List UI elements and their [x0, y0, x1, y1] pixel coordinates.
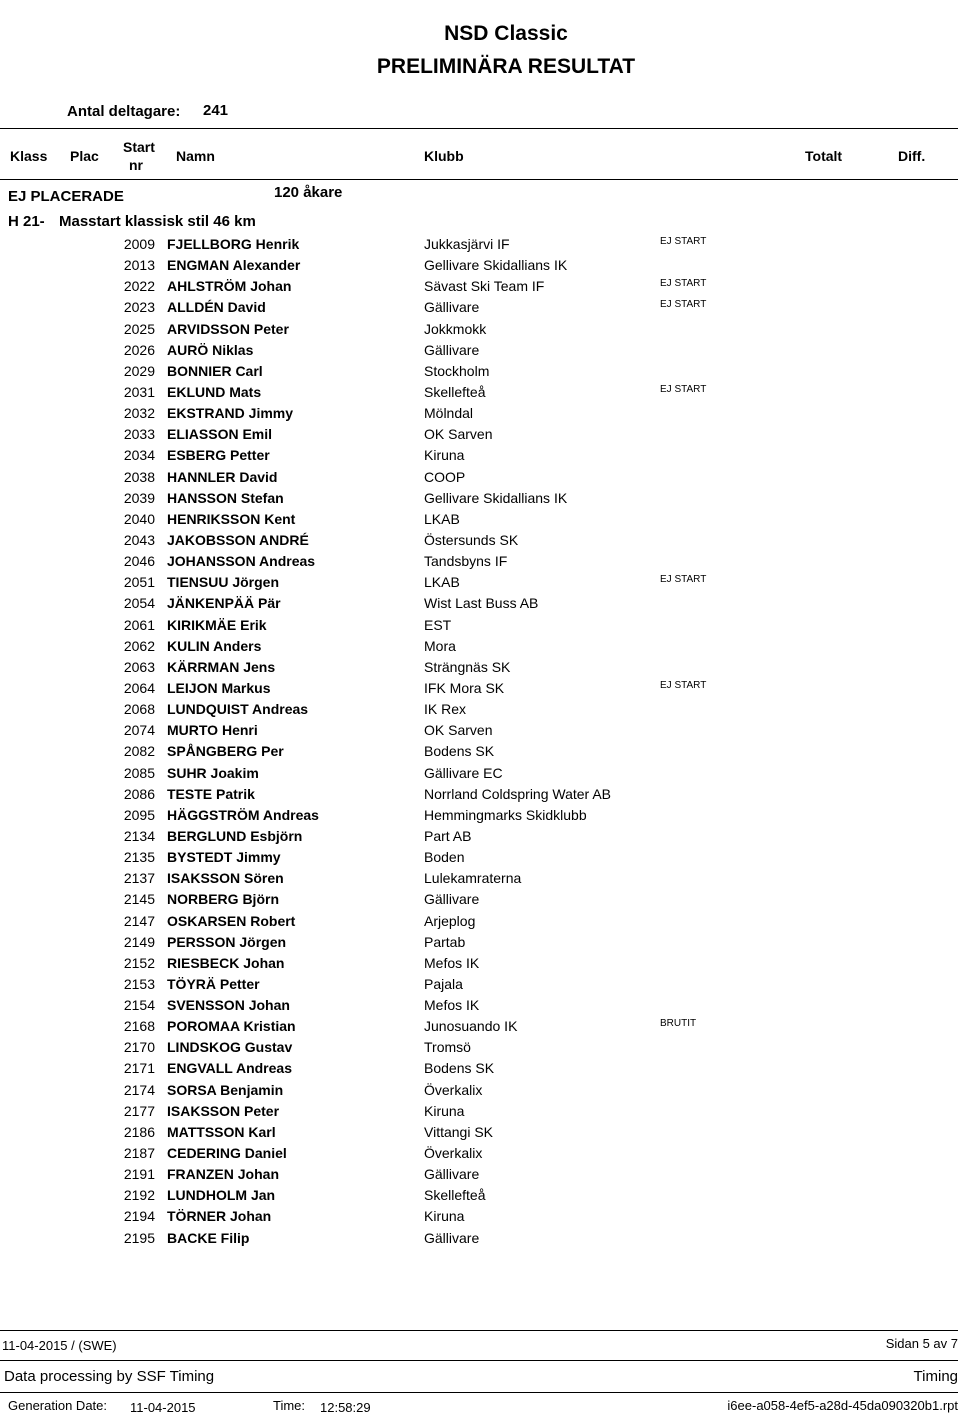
club-name: Sävast Ski Team IF [424, 278, 545, 295]
status-note: EJ START [660, 236, 707, 247]
start-number: 2038 [123, 468, 155, 485]
club-name: Mölndal [424, 405, 474, 422]
report-subtitle: PRELIMINÄRA RESULTAT [376, 55, 636, 78]
participants-value: 241 [203, 102, 229, 119]
club-name: Överkalix [424, 1145, 483, 1162]
athlete-name: JAKOBSSON ANDRÉ [167, 531, 309, 548]
footer-timing: Timing [913, 1368, 958, 1385]
athlete-name: FJELLBORG Henrik [167, 236, 300, 252]
club-name: Gällivare EC [424, 764, 503, 781]
club-name: Kiruna [424, 1208, 465, 1225]
result-row [0, 1122, 960, 1143]
athlete-name: KULIN Anders [167, 637, 262, 654]
result-row [0, 530, 960, 551]
start-number: 2013 [123, 257, 155, 274]
result-row [0, 784, 960, 805]
athlete-name: ENGMAN Alexander [167, 257, 301, 274]
club-name: Lulekamraterna [424, 870, 522, 887]
result-row [0, 361, 960, 382]
status-note: EJ START [660, 679, 707, 691]
athlete-name: ELIASSON Emil [167, 426, 273, 443]
start-number: 2085 [123, 764, 155, 781]
result-row [0, 276, 960, 297]
athlete-name: OSKARSEN Robert [167, 912, 296, 929]
athlete-name: EKLUND Mats [167, 383, 262, 400]
start-number: 2051 [123, 574, 155, 591]
athlete-name: CEDERING Daniel [167, 1145, 287, 1162]
athlete-name: AHLSTRÖM Johan [167, 278, 292, 295]
start-number: 2023 [123, 299, 155, 316]
result-row [0, 741, 960, 762]
start-number: 2192 [123, 1187, 155, 1204]
start-number: 2032 [123, 405, 155, 422]
club-name: Jukkasjärvi IF [424, 236, 510, 252]
col-start: Start [123, 139, 155, 155]
athlete-name: EKSTRAND Jimmy [167, 405, 294, 422]
footer-rule-3 [0, 1392, 958, 1393]
club-name: Junosuando IK [424, 1018, 518, 1035]
start-number: 2177 [123, 1102, 155, 1119]
result-row [0, 911, 960, 932]
athlete-name: TIENSUU Jörgen [167, 574, 280, 591]
report-title: NSD Classic [444, 22, 568, 45]
start-number: 2025 [123, 320, 155, 337]
club-name: Mora [424, 637, 456, 654]
athlete-name: LEIJON Markus [167, 679, 271, 696]
club-name: COOP [424, 468, 466, 485]
club-name: Bodens SK [424, 743, 495, 760]
club-name: Kiruna [424, 447, 465, 464]
result-row [0, 1101, 960, 1122]
start-number: 2009 [123, 236, 155, 252]
athlete-name: KÄRRMAN Jens [167, 658, 276, 675]
class-name: Masstart klassisk stil 46 km [59, 213, 256, 230]
athlete-name: TÖRNER Johan [167, 1208, 272, 1225]
athlete-name: ESBERG Petter [167, 447, 270, 464]
result-row [0, 1228, 960, 1249]
time-value: 12:58:29 [320, 1400, 371, 1415]
athlete-name: ISAKSSON Sören [167, 870, 284, 887]
header-rule-top [0, 128, 958, 129]
result-row [0, 699, 960, 720]
result-row [0, 1058, 960, 1079]
athlete-name: ISAKSSON Peter [167, 1102, 280, 1119]
header-rule-bottom [0, 179, 958, 180]
start-number: 2187 [123, 1145, 155, 1162]
participants-label: Antal deltagare: [67, 103, 181, 120]
result-row [0, 763, 960, 784]
athlete-name: LUNDQUIST Andreas [167, 701, 309, 718]
start-number: 2152 [123, 954, 155, 971]
result-row [0, 1206, 960, 1227]
result-row [0, 720, 960, 741]
result-row [0, 445, 960, 466]
start-number: 2153 [123, 975, 155, 992]
club-name: Överkalix [424, 1081, 483, 1098]
footer-page: Sidan 5 av 7 [885, 1336, 958, 1351]
athlete-name: MURTO Henri [167, 722, 258, 739]
club-name: IFK Mora SK [424, 679, 505, 696]
result-row [0, 382, 960, 403]
athlete-name: SORSA Benjamin [167, 1081, 284, 1098]
athlete-name: SPÅNGBERG Per [167, 743, 284, 760]
result-row [0, 1164, 960, 1185]
section-label: EJ PLACERADE [8, 188, 124, 205]
athlete-name: KIRIKMÄE Erik [167, 616, 267, 633]
time-label: Time: [273, 1398, 306, 1413]
start-number: 2137 [123, 870, 155, 887]
result-row [0, 1037, 960, 1058]
club-name: LKAB [424, 510, 460, 527]
result-row [0, 1080, 960, 1101]
club-name: Östersunds SK [424, 531, 519, 548]
club-name: OK Sarven [424, 426, 493, 443]
club-name: Gällivare [424, 299, 480, 316]
result-row [0, 1016, 960, 1037]
start-number: 2064 [123, 679, 155, 696]
club-name: Hemmingmarks Skidklubb [424, 806, 587, 823]
athlete-name: BONNIER Carl [167, 362, 263, 379]
result-row [0, 1143, 960, 1164]
result-row [0, 467, 960, 488]
club-name: Skellefteå [424, 1187, 486, 1204]
start-number: 2082 [123, 743, 155, 760]
result-row [0, 234, 960, 255]
result-row [0, 826, 960, 847]
athlete-name: ALLDÉN David [167, 299, 266, 316]
athlete-name: BYSTEDT Jimmy [167, 849, 281, 866]
athlete-name: FRANZEN Johan [167, 1166, 279, 1183]
club-name: Pajala [424, 975, 463, 992]
col-klubb: Klubb [424, 148, 464, 164]
club-name: IK Rex [424, 701, 467, 718]
athlete-name: JÄNKENPÄÄ Pär [167, 595, 281, 612]
result-row [0, 889, 960, 910]
result-row [0, 319, 960, 340]
start-number: 2171 [123, 1060, 155, 1077]
club-name: LKAB [424, 574, 460, 591]
athlete-name: SUHR Joakim [167, 764, 259, 781]
start-number: 2026 [123, 341, 155, 358]
status-note: EJ START [660, 574, 707, 586]
club-name: Gällivare [424, 891, 480, 908]
athlete-name: LINDSKOG Gustav [167, 1039, 293, 1056]
result-row [0, 340, 960, 361]
result-row [0, 636, 960, 657]
start-number: 2029 [123, 362, 155, 379]
start-number: 2168 [123, 1018, 155, 1035]
athlete-name: HÄGGSTRÖM Andreas [167, 806, 319, 823]
club-name: Vittangi SK [424, 1123, 494, 1140]
club-name: Mefos IK [424, 954, 480, 971]
status-note: EJ START [660, 278, 707, 290]
start-number: 2174 [123, 1081, 155, 1098]
athlete-name: PERSSON Jörgen [167, 933, 287, 950]
start-number: 2033 [123, 426, 155, 443]
start-number: 2186 [123, 1123, 155, 1140]
club-name: Skellefteå [424, 383, 486, 400]
start-number: 2145 [123, 891, 155, 908]
athlete-name: AURÖ Niklas [167, 341, 254, 358]
club-name: Stockholm [424, 362, 490, 379]
col-diff: Diff. [898, 148, 926, 164]
status-note: EJ START [660, 383, 707, 395]
result-row [0, 953, 960, 974]
club-name: Part AB [424, 827, 472, 844]
col-nr: nr [129, 157, 143, 173]
athlete-name: TESTE Patrik [167, 785, 255, 802]
start-number: 2149 [123, 933, 155, 950]
start-number: 2061 [123, 616, 155, 633]
athlete-name: HANNLER David [167, 468, 278, 485]
status-note: EJ START [660, 299, 707, 311]
result-row [0, 403, 960, 424]
club-name: Bodens SK [424, 1060, 495, 1077]
class-code: H 21- [8, 213, 45, 230]
start-number: 2063 [123, 658, 155, 675]
start-number: 2074 [123, 722, 155, 739]
athlete-name: NORBERG Björn [167, 891, 279, 908]
start-number: 2062 [123, 637, 155, 654]
club-name: Gällivare [424, 1166, 480, 1183]
footer-processing: Data processing by SSF Timing [4, 1368, 215, 1385]
club-name: Norrland Coldspring Water AB [424, 785, 612, 802]
start-number: 2031 [123, 383, 155, 400]
start-number: 2154 [123, 997, 155, 1014]
club-name: Jokkmokk [424, 320, 487, 337]
athlete-name: RIESBECK Johan [167, 954, 285, 971]
footer-rule-1 [0, 1330, 958, 1331]
generation-date: 11-04-2015 [130, 1400, 196, 1415]
athlete-name: HANSSON Stefan [167, 489, 284, 506]
result-row [0, 995, 960, 1016]
result-row [0, 932, 960, 953]
start-number: 2039 [123, 489, 155, 506]
club-name: Wist Last Buss AB [424, 595, 539, 612]
start-number: 2034 [123, 447, 155, 464]
start-number: 2054 [123, 595, 155, 612]
result-row [0, 657, 960, 678]
start-number: 2086 [123, 785, 155, 802]
result-row [0, 297, 960, 318]
club-name: Kiruna [424, 1102, 465, 1119]
start-number: 2046 [123, 553, 155, 570]
result-row [0, 1185, 960, 1206]
result-row [0, 509, 960, 530]
athlete-name: TÖYRÄ Petter [167, 975, 260, 992]
start-number: 2068 [123, 701, 155, 718]
col-klass: Klass [10, 148, 48, 164]
athlete-name: HENRIKSSON Kent [167, 510, 296, 527]
club-name: Partab [424, 933, 466, 950]
club-name: Tromsö [424, 1039, 471, 1056]
athlete-name: POROMAA Kristian [167, 1018, 296, 1035]
athlete-name: BERGLUND Esbjörn [167, 827, 303, 844]
club-name: Gällivare [424, 341, 480, 358]
result-row [0, 805, 960, 826]
start-number: 2147 [123, 912, 155, 929]
athlete-name: ENGVALL Andreas [167, 1060, 292, 1077]
results-list [0, 234, 960, 1249]
club-name: Tandsbyns IF [424, 553, 508, 570]
result-row [0, 847, 960, 868]
status-note: BRUTIT [660, 1018, 697, 1030]
generation-label: Generation Date: [8, 1398, 108, 1413]
result-row [0, 615, 960, 636]
start-number: 2194 [123, 1208, 155, 1225]
athlete-name: MATTSSON Karl [167, 1123, 276, 1140]
club-name: Strängnäs SK [424, 658, 511, 675]
result-row [0, 974, 960, 995]
result-row [0, 551, 960, 572]
result-row [0, 678, 960, 699]
athlete-name: BACKE Filip [167, 1229, 250, 1246]
report-filename: i6ee-a058-4ef5-a28d-45da090320b1.rpt [727, 1398, 958, 1413]
result-row [0, 593, 960, 614]
club-name: Boden [424, 849, 465, 866]
club-name: Gällivare [424, 1229, 480, 1246]
athlete-name: JOHANSSON Andreas [167, 553, 316, 570]
col-plac: Plac [70, 148, 99, 164]
result-row [0, 255, 960, 276]
footer-rule-2 [0, 1360, 958, 1361]
result-row [0, 488, 960, 509]
col-namn: Namn [176, 148, 215, 164]
club-name: Mefos IK [424, 997, 480, 1014]
start-number: 2170 [123, 1039, 155, 1056]
start-number: 2195 [123, 1229, 155, 1246]
start-number: 2022 [123, 278, 155, 295]
club-name: EST [424, 616, 452, 633]
result-row [0, 868, 960, 889]
footer-date-lang: 11-04-2015 / (SWE) [2, 1338, 117, 1353]
result-row [0, 424, 960, 445]
col-totalt: Totalt [805, 148, 843, 164]
athlete-name: SVENSSON Johan [167, 997, 290, 1014]
athlete-name: LUNDHOLM Jan [167, 1187, 276, 1204]
start-number: 2191 [123, 1166, 155, 1183]
section-count: 120 åkare [274, 184, 343, 201]
club-name: Gellivare Skidallians IK [424, 489, 568, 506]
start-number: 2135 [123, 849, 155, 866]
start-number: 2040 [123, 510, 155, 527]
start-number: 2134 [123, 827, 155, 844]
club-name: Gellivare Skidallians IK [424, 257, 568, 274]
start-number: 2095 [123, 806, 155, 823]
start-number: 2043 [123, 531, 155, 548]
result-row [0, 572, 960, 593]
club-name: OK Sarven [424, 722, 493, 739]
athlete-name: ARVIDSSON Peter [167, 320, 289, 337]
club-name: Arjeplog [424, 912, 476, 929]
